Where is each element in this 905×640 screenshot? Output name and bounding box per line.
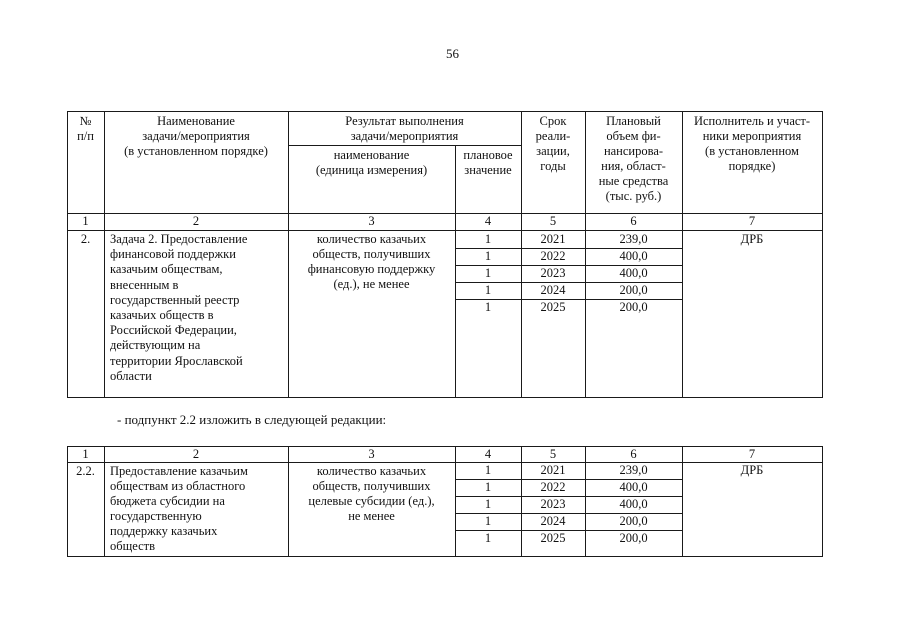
year: 2024 [540, 514, 566, 528]
header-result: Результат выполнения задачи/мероприятия [345, 114, 464, 143]
row-executor: ДРБ [740, 463, 764, 477]
year: 2022 [540, 249, 566, 263]
year: 2025 [540, 300, 566, 314]
amount: 400,0 [619, 480, 648, 494]
plan-value: 1 [484, 497, 492, 511]
year: 2023 [540, 497, 566, 511]
amount: 400,0 [619, 266, 648, 280]
row-indicator: количество казачьих обществ, получивших целевые субсидии (ед.), не менее [308, 464, 435, 523]
header-result-plan: плановое значение [463, 148, 513, 177]
plan-value: 1 [484, 531, 492, 545]
plan-value: 1 [484, 514, 492, 528]
row-task-name: Задача 2. Предоставление финансовой поддержки казачьим обществам, внесенным в государственный реестр казачьих обществ в Российской Федерации, действующим на территории Ярославской области [110, 232, 248, 383]
row-indicator: количество казачьих обществ, получивших финансовую поддержку (ед.), не менее [307, 232, 436, 291]
year: 2023 [540, 266, 566, 280]
amount: 400,0 [619, 497, 648, 511]
amount: 200,0 [619, 514, 648, 528]
header-result-name: наименование (единица измерения) [315, 148, 428, 177]
amount: 239,0 [619, 232, 648, 246]
plan-value: 1 [484, 480, 492, 494]
amount: 400,0 [619, 249, 648, 263]
plan-value: 1 [484, 249, 492, 263]
plan-value: 1 [484, 283, 492, 297]
plan-value: 1 [484, 463, 492, 477]
page-number: 56 [446, 46, 459, 61]
row-executor: ДРБ [740, 232, 764, 246]
year: 2021 [540, 232, 566, 246]
year: 2025 [540, 531, 566, 545]
year: 2024 [540, 283, 566, 297]
header-term: Срок реали- зации, годы [535, 114, 571, 173]
amount: 200,0 [619, 283, 648, 297]
plan-value: 1 [484, 300, 492, 314]
header-num: № п/п [77, 114, 94, 143]
year: 2021 [540, 463, 566, 477]
row-num: 2.2. [76, 464, 95, 478]
row-task-name: Предоставление казачьим обществам из областного бюджета субсидии на государственную поддержку казачьих обществ [110, 464, 248, 553]
amount: 239,0 [619, 463, 648, 477]
row-num: 2. [80, 232, 91, 246]
header-name: Наименование задачи/мероприятия (в установленном порядке) [124, 114, 268, 158]
header-finance: Плановый объем фи- нансирова- ния, област- ные средства (тыс. руб.) [598, 114, 669, 203]
amendment-note: - подпункт 2.2 изложить в следующей редакции: [117, 412, 387, 427]
plan-value: 1 [484, 266, 492, 280]
header-executor: Исполнитель и участ- ники мероприятия (в установленном порядке) [693, 114, 811, 173]
amount: 200,0 [619, 300, 648, 314]
year: 2022 [540, 480, 566, 494]
plan-value: 1 [484, 232, 492, 246]
amount: 200,0 [619, 531, 648, 545]
